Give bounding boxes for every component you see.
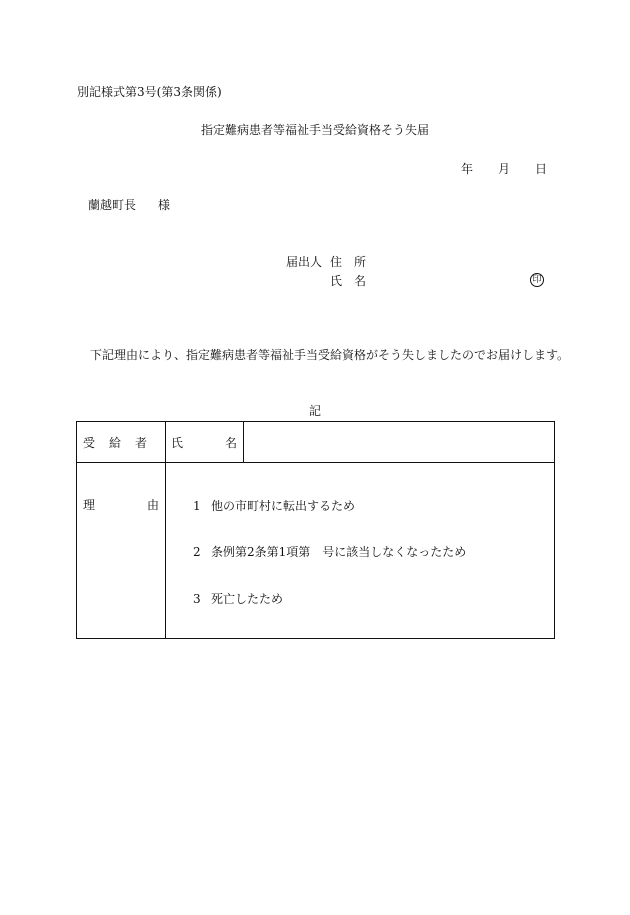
- date-month-label: 月: [498, 162, 511, 176]
- ki-heading: 記: [308, 404, 321, 418]
- recipient-table: [76, 421, 555, 639]
- addressee-name: 蘭越町長: [88, 198, 137, 212]
- reason-number: 2: [193, 545, 201, 559]
- name-header-second: 名: [225, 436, 238, 450]
- declaration-text: 下記理由により、指定難病患者等福祉手当受給資格がそう失しましたのでお届けします。: [90, 348, 570, 362]
- form-number: 別記様式第3号(第3条関係): [77, 85, 222, 99]
- date-year-label: 年: [461, 162, 474, 176]
- name-header-first: 氏: [171, 436, 184, 450]
- reason-label-second: 由: [147, 498, 160, 512]
- addressee-honorific: 様: [158, 198, 171, 212]
- name-label: 氏 名: [330, 274, 367, 288]
- reason-text: 死亡したため: [211, 592, 284, 606]
- reason-label-first: 理: [83, 498, 96, 512]
- reason-text: 条例第2条第1項第 号に該当しなくなったため: [211, 545, 467, 559]
- recipient-label: 受給者: [83, 436, 162, 450]
- reason-item: [193, 593, 283, 605]
- date-day-label: 日: [535, 162, 548, 176]
- reason-item: [193, 500, 355, 512]
- reason-number: 1: [193, 499, 201, 513]
- reason-text: 他の市町村に転出するため: [211, 499, 356, 513]
- seal-mark: 印: [530, 273, 544, 287]
- applicant-label: 届出人: [286, 255, 323, 269]
- table-divider-name-cell: [243, 422, 244, 462]
- table-divider-vertical: [165, 422, 166, 638]
- reason-item: [193, 546, 466, 558]
- table-divider-horizontal: [77, 462, 554, 463]
- address-label: 住 所: [330, 255, 367, 269]
- document-title: 指定難病患者等福祉手当受給資格そう失届: [200, 123, 429, 137]
- reason-number: 3: [193, 592, 201, 606]
